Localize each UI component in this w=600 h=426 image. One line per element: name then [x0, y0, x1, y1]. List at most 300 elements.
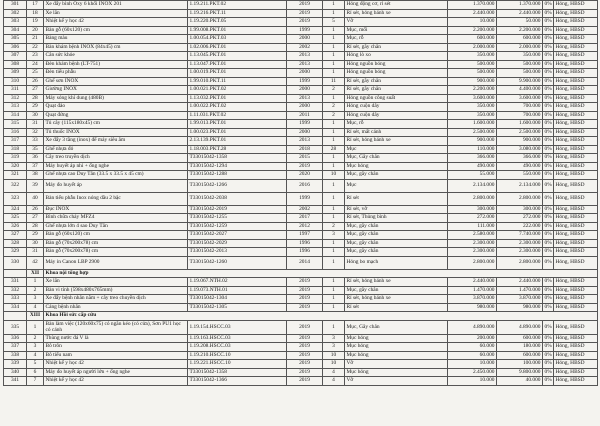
unit-price-cell: 60.000	[448, 343, 497, 352]
quantity-cell: 1	[323, 205, 345, 214]
table-row	[4, 214, 598, 223]
condition-cell: Vỡ	[345, 18, 448, 27]
remaining-percent-cell: 0%	[544, 205, 552, 212]
quantity-cell: 10	[323, 360, 345, 369]
status-note-cell: Hỏng, HBSD	[554, 1, 598, 10]
table-row	[4, 256, 598, 269]
year-acquired-cell: 1999	[287, 77, 323, 86]
quantity-cell: 3	[323, 231, 345, 240]
total-value-cell: 2.300.000	[497, 239, 543, 248]
status-note-cell: Hỏng, HBSD	[554, 35, 598, 44]
table-row	[4, 128, 598, 137]
quantity-cell: 2	[323, 111, 345, 120]
item-name-cell: Cây treo truyền dịch	[44, 154, 188, 163]
row-number-cell: 325	[4, 214, 27, 223]
remaining-percent-cell: 0%	[544, 231, 552, 238]
remaining-percent-cell: 0%	[544, 351, 552, 358]
item-name-cell: Tủ cây (115x180x45) cm	[44, 120, 188, 129]
status-note-cell: Hỏng, HBSD	[554, 295, 598, 304]
table-row	[4, 320, 598, 334]
condition-cell: Mục, gãy chân	[345, 286, 448, 295]
status-note-cell: Hỏng, HBSD	[554, 248, 598, 257]
row-number-cell: 339	[4, 360, 27, 369]
asset-code-cell: T33015042-1358	[188, 368, 287, 377]
quantity-cell: 1	[323, 303, 345, 312]
item-number-cell: 37	[27, 162, 44, 171]
item-number-cell: 17	[27, 1, 44, 10]
section-number: XII	[27, 269, 44, 278]
year-acquired-cell: 2019	[287, 295, 323, 304]
item-number-cell: 19	[27, 18, 44, 27]
row-number-cell: 309	[4, 69, 27, 78]
quantity-cell: 1	[323, 154, 345, 163]
asset-code-cell: 1.99.010.PKT.11	[188, 77, 287, 86]
item-name-cell: Máy sóng khí dung (480B)	[44, 94, 188, 103]
item-name-cell: Máy huyết áp nhi + ống nghe	[44, 162, 188, 171]
asset-code-cell: 1.19.211.PKT.02	[188, 1, 287, 10]
row-number-cell: 318	[4, 145, 27, 154]
remaining-percent-cell: 0%	[544, 69, 552, 76]
item-number-cell: 1	[27, 278, 44, 287]
section-number: XIII	[27, 312, 44, 321]
item-name-cell: Xe lăn	[44, 278, 188, 287]
item-number-cell: 2	[27, 334, 44, 343]
asset-code-cell: 1.13.047.PKT.01	[188, 60, 287, 69]
total-value-cell: 550.000	[497, 171, 543, 180]
status-note-cell: Hỏng, HBSD	[554, 43, 598, 52]
remaining-percent-cell: 0%	[544, 94, 552, 101]
asset-code-cell: 1.00.021.PKT.02	[188, 86, 287, 95]
condition-cell: Mục, rỗ	[345, 120, 448, 129]
condition-cell: Mục hỏng	[345, 351, 448, 360]
year-acquired-cell: 2013	[287, 52, 323, 61]
unit-price-cell: 3.600.000	[448, 94, 497, 103]
quantity-cell: 28	[323, 145, 345, 154]
unit-price-cell: 1.370.000	[448, 1, 497, 10]
item-name-cell: Bàn vi tính (598x480x765mm)	[44, 286, 188, 295]
unit-price-cell: 10.000	[448, 377, 497, 386]
asset-code-cell: 1.99.008.PKT.01	[188, 26, 287, 35]
unit-price-cell: 2.500.000	[448, 128, 497, 137]
item-number-cell: 21	[27, 35, 44, 44]
item-name-cell: Xe lăn	[44, 9, 188, 18]
quantity-cell: 2	[323, 103, 345, 112]
total-value-cell: 7.740.000	[497, 231, 543, 240]
status-note-cell: Hỏng, HBSD	[554, 171, 598, 180]
condition-cell: Rỉ sét, hỏng bánh xe	[345, 295, 448, 304]
table-row	[4, 278, 598, 287]
asset-code-cell: T33015042-1358	[188, 154, 287, 163]
quantity-cell: 1	[323, 295, 345, 304]
item-number-cell: 27	[27, 214, 44, 223]
item-number-cell: 26	[27, 77, 44, 86]
item-number-cell: 26	[27, 205, 44, 214]
condition-cell: Mục	[345, 145, 448, 154]
year-acquired-cell: 2019	[287, 303, 323, 312]
table-row	[4, 137, 598, 146]
item-name-cell: Bô trôn	[44, 343, 188, 352]
unit-price-cell: 2.800.000	[448, 192, 497, 205]
remaining-percent-cell: 0%	[544, 60, 552, 67]
condition-cell: Mục hỏng	[345, 343, 448, 352]
year-acquired-cell: 2017	[287, 214, 323, 223]
year-acquired-cell: 2013	[287, 94, 323, 103]
table-row	[4, 343, 598, 352]
asset-code-cell: T33015042-2038	[188, 192, 287, 205]
item-name-cell: Quạt đứng	[44, 111, 188, 120]
status-note-cell: Hỏng, HBSD	[554, 145, 598, 154]
row-number-cell: 333	[4, 295, 27, 304]
total-value-cell: 2.500.000	[497, 128, 543, 137]
row-number-cell: 332	[4, 286, 27, 295]
quantity-cell: 1	[323, 248, 345, 257]
condition-cell: Mục, mối	[345, 26, 448, 35]
unit-price-cell: 111.000	[448, 222, 497, 231]
unit-price-cell: 2.440.000	[448, 278, 497, 287]
row-number-cell: 307	[4, 52, 27, 61]
remaining-percent-cell: 0%	[543, 192, 554, 205]
condition-cell: Mục hỏng	[345, 368, 448, 377]
asset-code-cell: 1.00.054.PKT.03	[188, 35, 287, 44]
condition-cell: Rỉ sét, gãy chân	[345, 43, 448, 52]
item-name-cell: Máy in Canon LBP 2900	[44, 256, 188, 269]
remaining-percent-cell: 0%	[544, 145, 552, 152]
row-number-cell: 314	[4, 111, 27, 120]
asset-code-cell: T33015042-1288	[188, 171, 287, 180]
item-name-cell: Cáng bệnh nhân	[44, 303, 188, 312]
item-name-cell: Bô tiểu nam	[44, 351, 188, 360]
item-name-cell: Thùng nước đá V là	[44, 334, 188, 343]
status-note-cell: Hỏng, HBSD	[554, 205, 598, 214]
table-row	[4, 86, 598, 95]
unit-price-cell: 500.000	[448, 69, 497, 78]
remaining-percent-cell: 0%	[544, 222, 552, 229]
total-value-cell: 490.000	[497, 162, 543, 171]
status-note-cell: Hỏng, HBSD	[554, 9, 598, 18]
total-value-cell: 2.800.000	[497, 256, 543, 269]
item-name-cell: Đèn khám bệnh (LT-751)	[44, 60, 188, 69]
item-name-cell: Nhiệt kế y học 42	[44, 360, 188, 369]
item-name-cell: Nhiệt kế y học 42	[44, 18, 188, 27]
quantity-cell: 1	[323, 1, 345, 10]
item-name-cell: Bàn khám bệnh INOX (84x45) cm	[44, 43, 188, 52]
asset-code-cell: T33015042-1266	[188, 179, 287, 192]
condition-cell: Hỏng nguồn bóng	[345, 60, 448, 69]
item-number-cell: 30	[27, 239, 44, 248]
section-title: Khoa nội tổng hợp	[44, 269, 598, 278]
status-note-cell: Hỏng, HBSD	[554, 26, 598, 35]
item-number-cell: 29	[27, 103, 44, 112]
table-row	[4, 295, 598, 304]
remaining-percent-cell: 0%	[544, 171, 552, 178]
unit-price-cell: 2.800.000	[448, 256, 497, 269]
unit-price-cell: 300.000	[448, 205, 497, 214]
condition-cell: Hỏng bo mạch	[345, 256, 448, 269]
quantity-cell: 4	[323, 377, 345, 386]
asset-code-cell: 1.13.045.PKT.01	[188, 52, 287, 61]
status-note-cell: Hỏng, HBSD	[554, 334, 598, 343]
table-row	[4, 154, 598, 163]
total-value-cell: 366.000	[497, 154, 543, 163]
total-value-cell: 4.890.000	[497, 320, 543, 334]
item-number-cell: 40	[27, 192, 44, 205]
year-acquired-cell: 2011	[287, 111, 323, 120]
row-number-cell: 323	[4, 192, 27, 205]
item-name-cell: Ghế sơn INOX	[44, 77, 188, 86]
table-row	[4, 120, 598, 129]
remaining-percent-cell: 0%	[544, 154, 552, 161]
status-note-cell: Hỏng, HBSD	[554, 111, 598, 120]
year-acquired-cell: 2019	[287, 368, 323, 377]
remaining-percent-cell: 0%	[544, 9, 552, 16]
unit-price-cell: 600.000	[448, 35, 497, 44]
asset-code-cell: 1.19.067.NTH.02	[188, 278, 287, 287]
section-row	[4, 312, 598, 321]
unit-price-cell: 350.000	[448, 52, 497, 61]
item-number-cell: 3	[27, 295, 44, 304]
remaining-percent-cell: 0%	[544, 43, 552, 50]
unit-price-cell: 1.470.000	[448, 286, 497, 295]
quantity-cell: 2	[323, 222, 345, 231]
condition-cell: Hỏng cuộn dây	[345, 111, 448, 120]
year-acquired-cell: 2013	[287, 137, 323, 146]
table-row	[4, 52, 598, 61]
total-value-cell: 9.900.000	[497, 77, 543, 86]
row-number-cell: 328	[4, 239, 27, 248]
row-number-cell: 329	[4, 248, 27, 257]
condition-cell: Hỏng cuộn dây	[345, 103, 448, 112]
table-row	[4, 303, 598, 312]
unit-price-cell: 4.890.000	[448, 320, 497, 334]
quantity-cell: 2	[323, 86, 345, 95]
total-value-cell: 2.200.000	[497, 26, 543, 35]
remaining-percent-cell: 0%	[544, 286, 552, 293]
quantity-cell: 1	[323, 128, 345, 137]
asset-code-cell: T33015042-1259	[188, 222, 287, 231]
unit-price-cell: 350.000	[448, 111, 497, 120]
condition-cell: Rỉ sét, mất cánh	[345, 128, 448, 137]
item-number-cell: 18	[27, 9, 44, 18]
year-acquired-cell: 2018	[287, 145, 323, 154]
total-value-cell: 50.000	[497, 18, 543, 27]
year-acquired-cell: 2000	[287, 69, 323, 78]
year-acquired-cell: 2019	[287, 343, 323, 352]
item-number-cell: 27	[27, 86, 44, 95]
status-note-cell: Hỏng, HBSD	[554, 377, 598, 386]
asset-code-cell: 1.19.163.HSCC.03	[188, 334, 287, 343]
quantity-cell: 1	[323, 179, 345, 192]
year-acquired-cell: 2019	[287, 18, 323, 27]
unit-price-cell: 2.300.000	[448, 239, 497, 248]
table-row	[4, 26, 598, 35]
unit-price-cell: 2.450.000	[448, 368, 497, 377]
quantity-cell: 11	[323, 77, 345, 86]
item-name-cell: Máy đo huyết áp	[44, 179, 188, 192]
remaining-percent-cell: 0%	[544, 303, 552, 310]
unit-price-cell: 366.000	[448, 154, 497, 163]
table-row	[4, 351, 598, 360]
status-note-cell: Hỏng, HBSD	[554, 120, 598, 129]
row-number-cell: 322	[4, 179, 27, 192]
total-value-cell: 2.800.000	[497, 192, 543, 205]
condition-cell: Rỉ sét, hỏng bánh xe	[345, 278, 448, 287]
item-name-cell: Bàn tiểu phẫu Inox nóng dầu 2 bậc	[44, 192, 188, 205]
item-number-cell: 3	[27, 343, 44, 352]
item-number-cell: 2	[27, 286, 44, 295]
remaining-percent-cell: 0%	[544, 1, 552, 8]
status-note-cell: Hỏng, HBSD	[554, 86, 598, 95]
table-row	[4, 77, 598, 86]
row-number-cell: 310	[4, 77, 27, 86]
condition-cell: Mục hỏng	[345, 334, 448, 343]
remaining-percent-cell: 0%	[544, 162, 552, 169]
total-value-cell: 9.800.000	[497, 368, 543, 377]
total-value-cell: 3.600.000	[497, 94, 543, 103]
asset-code-cell: 1.19.220.PKT.05	[188, 18, 287, 27]
item-name-cell: Nhiệt kế y học 42	[44, 377, 188, 386]
quantity-cell: 1	[323, 94, 345, 103]
asset-code-cell: 1.19.221.HSCC.10	[188, 360, 287, 369]
total-value-cell: 980.000	[497, 303, 543, 312]
year-acquired-cell: 2014	[287, 256, 323, 269]
item-name-cell: Bàn làm việc (120x60x75) có ngăn kéo (có cửa), Sơn PU1 học có cánh	[44, 320, 188, 334]
remaining-percent-cell: 0%	[544, 248, 552, 255]
status-note-cell: Hỏng, HBSD	[554, 278, 598, 287]
table-row	[4, 103, 598, 112]
total-value-cell: 600.000	[497, 334, 543, 343]
row-number-cell: 321	[4, 171, 27, 180]
remaining-percent-cell: 0%	[544, 278, 552, 285]
total-value-cell: 700.000	[497, 103, 543, 112]
total-value-cell: 1.470.000	[497, 286, 543, 295]
condition-cell: Mục, gãy chân	[345, 239, 448, 248]
quantity-cell: 4	[323, 368, 345, 377]
status-note-cell: Hỏng, HBSD	[554, 179, 598, 192]
row-number-cell: 306	[4, 43, 27, 52]
quantity-cell: 1	[323, 43, 345, 52]
unit-price-cell: 2.200.000	[448, 86, 497, 95]
asset-code-cell: 1.00.022.PKT.02	[188, 103, 287, 112]
total-value-cell: 4.400.000	[497, 86, 543, 95]
condition-cell: Hỏng nguồn công suất	[345, 94, 448, 103]
item-name-cell: Xe đẩy bình Oxy 6 khối INOX 201	[44, 1, 188, 10]
total-value-cell: 2.134.000	[497, 179, 543, 192]
condition-cell: Vỡ	[345, 377, 448, 386]
asset-code-cell: T33015042-2029	[188, 239, 287, 248]
status-note-cell: Hỏng, HBSD	[554, 286, 598, 295]
item-number-cell: 1	[27, 320, 44, 334]
row-number	[4, 312, 27, 321]
status-note-cell: Hỏng, HBSD	[554, 231, 598, 240]
status-note-cell: Hỏng, HBSD	[554, 103, 598, 112]
year-acquired-cell: 1999	[287, 120, 323, 129]
remaining-percent-cell: 0%	[544, 137, 552, 144]
table-row	[4, 368, 598, 377]
quantity-cell: 1	[323, 214, 345, 223]
condition-cell: Mục	[345, 179, 448, 192]
table-row	[4, 239, 598, 248]
item-number-cell: 23	[27, 52, 44, 61]
year-acquired-cell: 2000	[287, 35, 323, 44]
unit-price-cell: 110.000	[448, 145, 497, 154]
unit-price-cell: 10.000	[448, 360, 497, 369]
condition-cell: Rỉ sét, vỡ	[345, 205, 448, 214]
total-value-cell: 600.000	[497, 351, 543, 360]
quantity-cell: 1	[323, 137, 345, 146]
total-value-cell: 3.080.000	[497, 145, 543, 154]
item-number-cell: 4	[27, 351, 44, 360]
unit-price-cell: 900.000	[448, 137, 497, 146]
status-note-cell: Hỏng, HBSD	[554, 94, 598, 103]
row-number-cell: 313	[4, 103, 27, 112]
condition-cell: Mục hỏng	[345, 162, 448, 171]
row-number-cell: 326	[4, 222, 27, 231]
remaining-percent-cell: 0%	[544, 52, 552, 59]
asset-code-cell: 1.00.023.PKT.01	[188, 128, 287, 137]
status-note-cell: Hỏng, HBSD	[554, 137, 598, 146]
condition-cell: Mục, gãy chân	[345, 248, 448, 257]
year-acquired-cell: 2013	[287, 60, 323, 69]
row-number-cell: 315	[4, 120, 27, 129]
row-number-cell: 336	[4, 334, 27, 343]
table-row	[4, 171, 598, 180]
year-acquired-cell: 2019	[287, 286, 323, 295]
quantity-cell: 1	[323, 278, 345, 287]
condition-cell: Mục, gãy chân	[345, 231, 448, 240]
year-acquired-cell: 1999	[287, 192, 323, 205]
remaining-percent-cell: 0%	[543, 256, 554, 269]
row-number-cell: 308	[4, 60, 27, 69]
year-acquired-cell: 2002	[287, 43, 323, 52]
table-row	[4, 9, 598, 18]
row-number-cell: 304	[4, 26, 27, 35]
item-number-cell: 28	[27, 222, 44, 231]
condition-cell: Rỉ sét, hỏng bánh xe	[345, 9, 448, 18]
total-value-cell: 500.000	[497, 69, 543, 78]
unit-price-cell: 500.000	[448, 60, 497, 69]
item-number-cell: 6	[27, 368, 44, 377]
status-note-cell: Hỏng, HBSD	[554, 154, 598, 163]
asset-code-cell: 1.18.003.PKT.28	[188, 145, 287, 154]
year-acquired-cell: 2019	[287, 351, 323, 360]
year-acquired-cell: 2015	[287, 154, 323, 163]
status-note-cell: Hỏng, HBSD	[554, 162, 598, 171]
item-number-cell: 5	[27, 360, 44, 369]
item-number-cell: 42	[27, 256, 44, 269]
asset-code-cell: 1.19.073.NTH.01	[188, 286, 287, 295]
asset-code-cell: 2.13.139.PKT.01	[188, 137, 287, 146]
remaining-percent-cell: 0%	[544, 295, 552, 302]
quantity-cell: 1	[323, 256, 345, 269]
remaining-percent-cell: 0%	[544, 120, 552, 127]
row-number-cell: 327	[4, 231, 27, 240]
inventory-table	[3, 0, 598, 386]
table-row	[4, 18, 598, 27]
total-value-cell: 2.440.000	[497, 9, 543, 18]
remaining-percent-cell: 0%	[544, 377, 552, 384]
total-value-cell: 1.370.000	[497, 1, 543, 10]
item-number-cell: 35	[27, 145, 44, 154]
quantity-cell: 10	[323, 171, 345, 180]
asset-code-cell: 1.13.032.PKT.01	[188, 94, 287, 103]
status-note-cell: Hỏng, HBSD	[554, 192, 598, 205]
total-value-cell: 900.000	[497, 137, 543, 146]
total-value-cell: 100.000	[497, 360, 543, 369]
item-name-cell: Bàn gỗ (70x200x78) cm	[44, 248, 188, 257]
condition-cell: Rỉ sét, Thủng bình	[345, 214, 448, 223]
total-value-cell: 222.000	[497, 222, 543, 231]
remaining-percent-cell: 0%	[544, 103, 552, 110]
